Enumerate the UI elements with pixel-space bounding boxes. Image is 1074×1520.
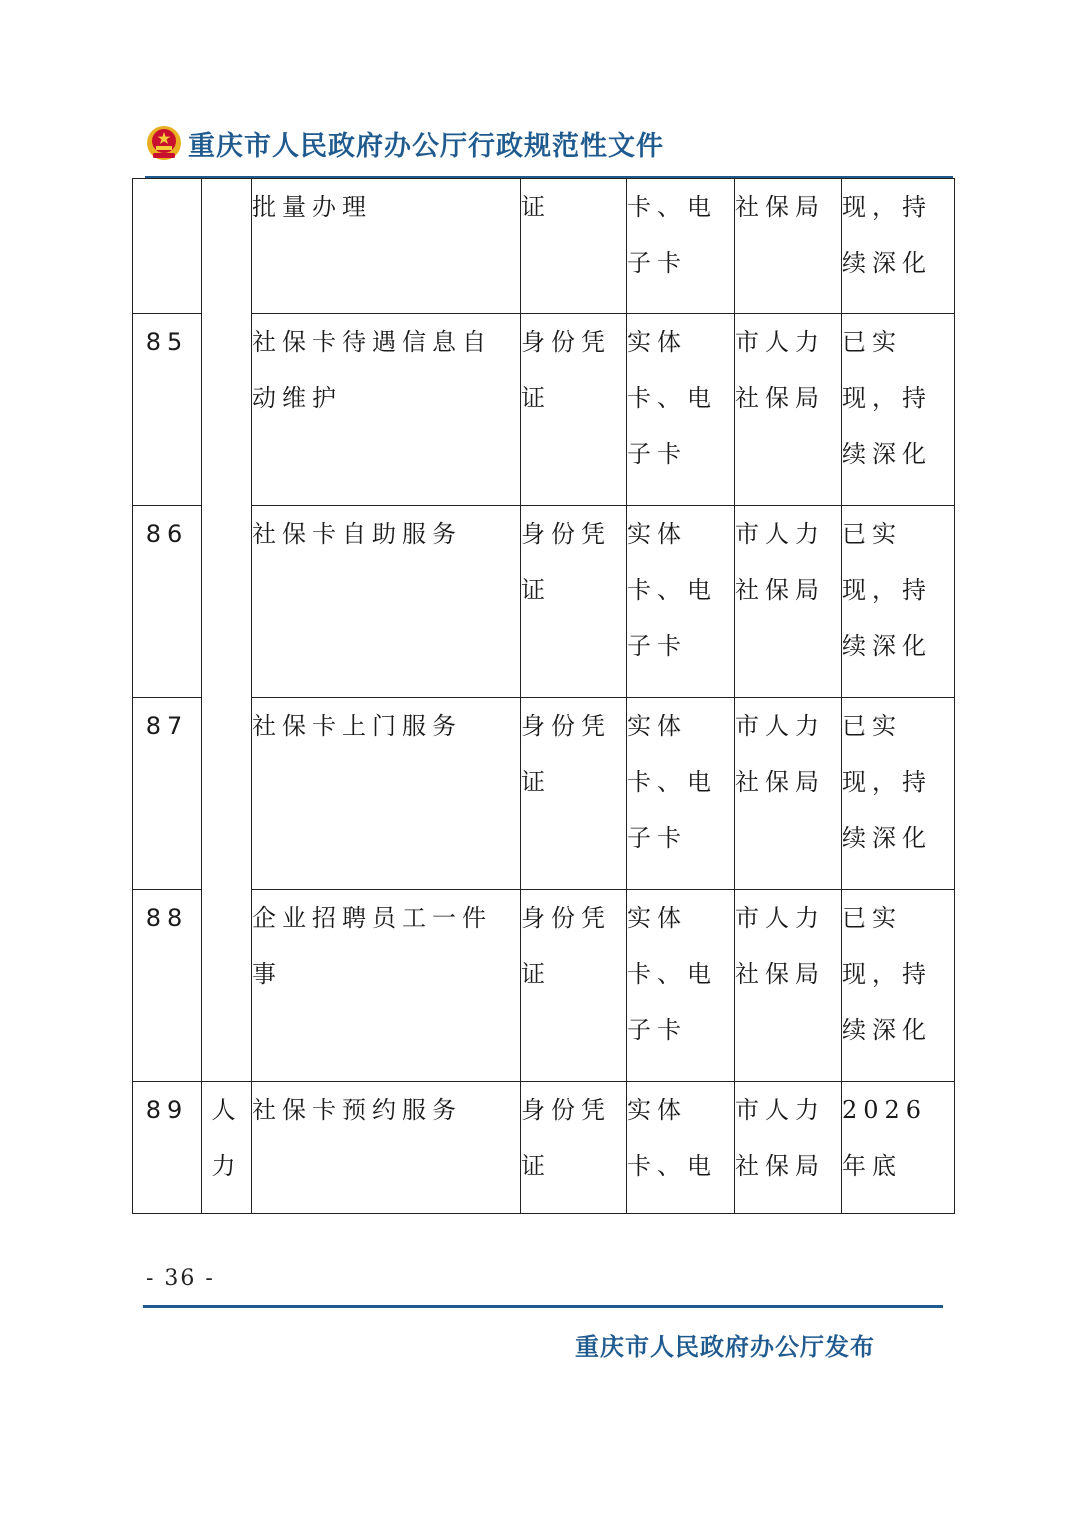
table-row	[133, 1082, 955, 1214]
card-type-cell: 实体卡、电子卡	[627, 314, 735, 506]
card-type-cell: 实体卡、电子卡	[627, 506, 735, 698]
row-number: 88	[133, 890, 202, 1082]
status-cell: 现，持续深化	[842, 179, 955, 314]
responsible-unit-cell: 市人力社保局	[735, 1082, 842, 1214]
service-name: 社保卡待遇信息自动维护	[252, 314, 521, 506]
card-type-cell: 实体卡、电	[627, 1082, 735, 1214]
status-cell: 已实现，持续深化	[842, 314, 955, 506]
card-type-cell: 卡、电子卡	[627, 179, 735, 314]
responsible-unit-cell: 市人力社保局	[735, 890, 842, 1082]
service-name: 社保卡自助服务	[252, 506, 521, 698]
row-number	[133, 179, 202, 314]
card-type-cell: 实体卡、电子卡	[627, 698, 735, 890]
table-row	[133, 890, 955, 1082]
department-cell: 人力	[202, 1082, 252, 1214]
credential-cell: 身份凭证	[521, 506, 627, 698]
responsible-unit-cell: 社保局	[735, 179, 842, 314]
credential-cell: 身份凭证	[521, 890, 627, 1082]
page-number: - 36 -	[146, 1266, 215, 1291]
responsible-unit-cell: 市人力社保局	[735, 314, 842, 506]
responsible-unit-cell: 市人力社保局	[735, 506, 842, 698]
footer-divider	[143, 1305, 943, 1308]
service-name: 批量办理	[252, 179, 521, 314]
status-cell: 已实现，持续深化	[842, 698, 955, 890]
row-number: 89	[133, 1082, 202, 1214]
credential-cell: 身份凭证	[521, 698, 627, 890]
service-name: 企业招聘员工一件事	[252, 890, 521, 1082]
row-number: 85	[133, 314, 202, 506]
services-table	[132, 178, 955, 1214]
table-row	[133, 314, 955, 506]
responsible-unit-cell: 市人力社保局	[735, 698, 842, 890]
table-row	[133, 698, 955, 890]
publisher-label: 重庆市人民政府办公厅发布	[575, 1333, 875, 1361]
document-header	[145, 120, 955, 180]
service-name: 社保卡预约服务	[252, 1082, 521, 1214]
status-cell: 已实现，持续深化	[842, 506, 955, 698]
service-name: 社保卡上门服务	[252, 698, 521, 890]
credential-cell: 身份凭证	[521, 1082, 627, 1214]
department-cell	[202, 179, 252, 1082]
status-cell: 已实现，持续深化	[842, 890, 955, 1082]
credential-cell: 证	[521, 179, 627, 314]
credential-cell: 身份凭证	[521, 314, 627, 506]
row-number: 86	[133, 506, 202, 698]
row-number: 87	[133, 698, 202, 890]
table-row	[133, 506, 955, 698]
table-row	[133, 179, 955, 314]
card-type-cell: 实体卡、电子卡	[627, 890, 735, 1082]
status-cell: 2026 年底	[842, 1082, 955, 1214]
national-emblem-icon	[145, 124, 183, 162]
header-title: 重庆市人民政府办公厅行政规范性文件	[188, 131, 664, 162]
